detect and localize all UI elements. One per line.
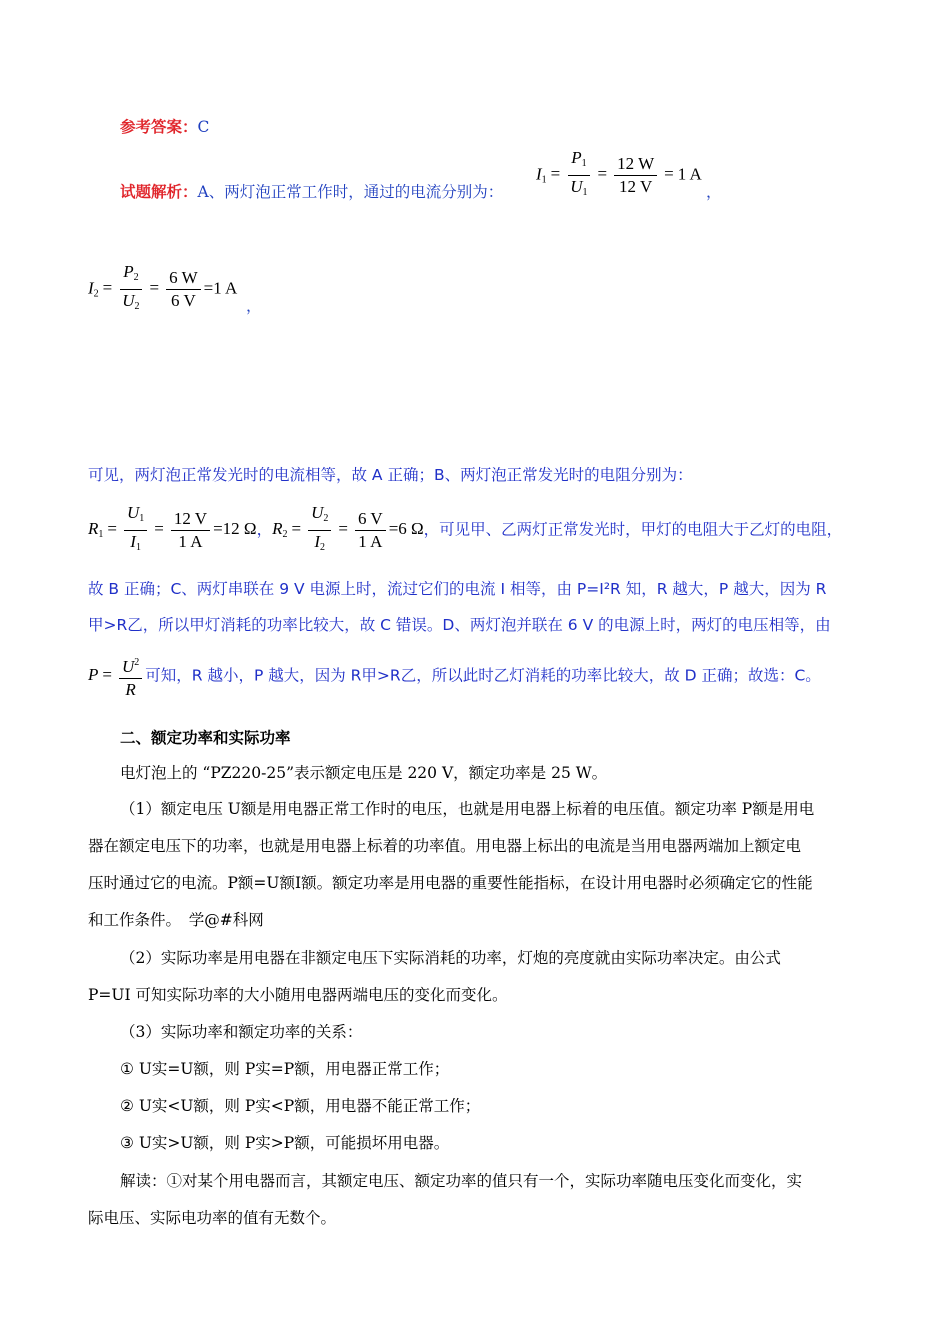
formula-p-line [88,653,821,700]
formula-i1-frac2: $\frac{12 W}{12 V}$ [614,154,657,197]
section-p2-l4: 和工作条件。 学@#科网 [88,911,264,929]
blue-line-2: ，可见甲、乙两灯正常发光时，甲灯的电阻大于乙灯的电阻， [423,520,843,539]
case-3: ③ U实>U额，则 P实>P额，可能损坏用电器。 [120,1134,450,1152]
formula-i1: $I_1$ = $\frac{P_1}{U_1}$ = $\frac{12 W}{12 V}$ = 1 A [536,148,702,203]
answer-line [120,116,209,138]
formula-i1-lhs: I [536,164,542,184]
section-p3-l1: （2）实际功率是用电器在非额定电压下实际消耗的功率，灯炮的亮度就由实际功率决定。由公式 [120,949,781,967]
case-2: ② U实<U额，则 P实<P额，用电器不能正常工作； [120,1097,481,1115]
formula-i1-result: 1 A [677,164,702,184]
section-p2-l2: 器在额定电压下的功率，也就是用电器上标着的功率值。用电器上标出的电流是当用电器两端加上额定电 [88,837,802,855]
formula-r2: $R_2$ = $\frac{U_2}{I_2}$ = $\frac{6 V}{1 A}$ =6 Ω [272,503,424,553]
answer-value: C [197,118,210,136]
section-p5-l1: 解读：①对某个用电器而言，其额定电压、额定功率的值只有一个，实际功率随电压变化而变化，实 [120,1172,803,1190]
section-p2-l1: （1）额定电压 U额是用电器正常工作时的电压，也就是用电器上标着的电压值。额定功率 P额是用电 [120,800,815,818]
analysis-intro: A、两灯泡正常工作时，通过的电流分别为： [197,183,504,201]
answer-label: 参考答案： [120,118,198,136]
formula-i2: $I_2$ = $\frac{P_2}{U_2}$ = $\frac{6 W}{6 V}$ =1 A [88,262,237,317]
section-p3-l2: P=UI 可知实际功率的大小随用电器两端电压的变化而变化。 [88,986,508,1004]
analysis-label: 试题解析： [120,183,198,201]
case-1: ① U实=U额，则 P实=P额，用电器正常工作； [120,1060,450,1078]
formula-i1-frac1: $\frac{P_1}{U_1}$ [567,148,590,203]
formula-r1: $R_1$ = $\frac{U_1}{I_1}$ = $\frac{12 V}{1 A}$ =12 Ω [88,503,257,553]
section-p4: （3）实际功率和额定功率的关系： [120,1023,363,1041]
formula-i2-result: =1 A [203,278,238,298]
section-p2-l3: 压时通过它的电流。P额=U额I额。额定功率是用电器的重要性能指标，在设计用电器时必须确定它的性能 [88,874,813,892]
formula-i2-frac1: $\frac{P_2}{U_2}$ [119,262,142,317]
blue-line-1: 可见，两灯泡正常发光时的电流相等，故 A 正确；B、两灯泡正常发光时的电阻分别为： [88,466,693,484]
formula-p: P = $\frac{U^2}{R}$ [88,665,145,684]
blue-line-3: 故 B 正确；C、两灯串联在 9 V 电源上时，流过它们的电流 I 相等，由 P=I²R 知，R 越大，P 越大，因为 R [88,580,827,598]
formula-i1-lhs-sub: 1 [541,174,547,186]
blue-line-5: 可知，R 越小，P 越大，因为 R甲>R乙，所以此时乙灯消耗的功率比较大，故 D 正确；故选：C。 [145,666,821,685]
formula-i2-frac2: $\frac{6 W}{6 V}$ [166,268,201,311]
section-p1: 电灯泡上的 “PZ220-25”表示额定电压是 220 V，额定功率是 25 W。 [120,764,608,782]
comma-2: ， [246,297,262,315]
blue-line-4: 甲>R乙，所以甲灯消耗的功率比较大，故 C 错误。D、两灯泡并联在 6 V 的电源上时，两灯的电压相等，由 [88,616,831,634]
analysis-line [120,181,503,203]
formula-r-line: $R_1$ = $\frac{U_1}{I_1}$ = $\frac{12 V}{1 A}$ =12 Ω，$R_2$ = $\frac{U_2}{I_2}$ = $\frac{6 V}{1 A}$ =6 Ω，可见甲、乙两灯正常发光时，甲灯的电阻大于乙灯的电阻， [88,503,843,553]
section-p5-l2: 际电压、实际电功率的值有无数个。 [88,1209,337,1227]
section-heading: 二、额定功率和实际功率 [120,729,291,747]
comma-1: ， [706,183,722,201]
